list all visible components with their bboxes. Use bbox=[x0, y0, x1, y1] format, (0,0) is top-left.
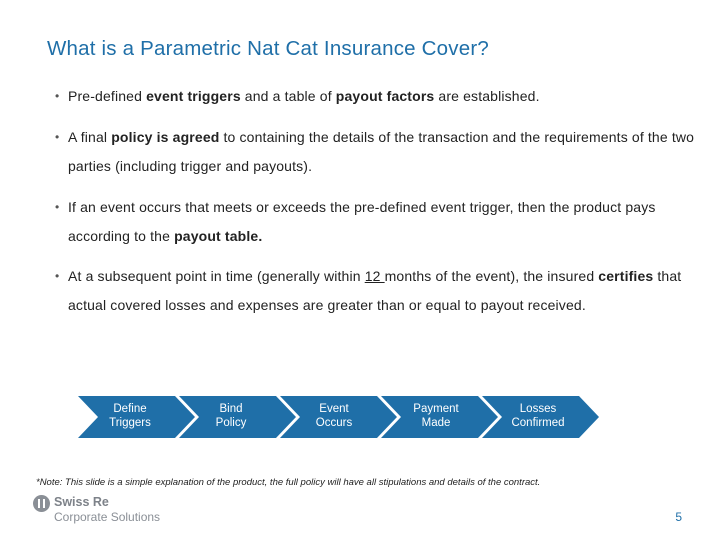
step-line: Triggers bbox=[109, 417, 151, 429]
step-line: Losses bbox=[519, 403, 557, 415]
process-step-define-triggers bbox=[85, 402, 175, 430]
logo-name: Swiss Re bbox=[54, 495, 109, 509]
step-line: Define bbox=[113, 403, 147, 415]
step-line: Event bbox=[319, 403, 349, 415]
step-line: Payment bbox=[413, 403, 459, 415]
step-line: Occurs bbox=[315, 417, 353, 429]
bullet-bold: policy is agreed bbox=[111, 129, 220, 145]
bullet-dot-icon: • bbox=[55, 200, 60, 214]
bullet-text: A final bbox=[68, 129, 112, 145]
slide-title: What is a Parametric Nat Cat Insurance Cover? bbox=[47, 37, 489, 60]
logo-subtitle: Corporate Solutions bbox=[54, 510, 161, 524]
page-number: 5 bbox=[675, 510, 682, 524]
bullet-bold: payout table. bbox=[174, 228, 263, 244]
process-step-bind-policy bbox=[186, 402, 276, 430]
step-line: Confirmed bbox=[511, 417, 565, 429]
bullet-bold: payout factors bbox=[335, 88, 435, 104]
bullet-underlined: 12 bbox=[364, 268, 385, 284]
bullet-text: and a table of bbox=[240, 88, 336, 104]
bullet-text: to containing the details of the transaction and the requirements of the two parties (including trigger and payouts). bbox=[68, 129, 695, 174]
bullet-text: that actual covered losses and expenses are greater than or equal to payout received. bbox=[68, 268, 682, 313]
bullet-bold: certifies bbox=[598, 268, 654, 284]
bullet-dot-icon: • bbox=[55, 269, 60, 283]
bullet-bold: event triggers bbox=[146, 88, 241, 104]
footnote: *Note: This slide is a simple explanation of the product, the full policy will have all stipulations and details of the contract. bbox=[36, 477, 541, 488]
process-step-event-occurs bbox=[289, 402, 379, 430]
step-line: Policy bbox=[215, 417, 247, 429]
process-step-payment-made bbox=[391, 402, 481, 430]
bullet-text: months of the event), the insured bbox=[384, 268, 599, 284]
step-line: Bind bbox=[219, 403, 243, 415]
bullet-dot-icon: • bbox=[55, 89, 60, 103]
bullet-dot-icon: • bbox=[55, 130, 60, 144]
process-step-losses-confirmed bbox=[493, 402, 583, 430]
bullet-text: If an event occurs that meets or exceeds the pre-defined event trigger, then the product pays according to the bbox=[68, 199, 656, 244]
swiss-re-logo-icon bbox=[33, 495, 50, 512]
bullet-text: are established. bbox=[434, 88, 540, 104]
step-line: Made bbox=[421, 417, 451, 429]
bullet-text: At a subsequent point in time (generally within bbox=[68, 268, 365, 284]
bullet-text: Pre-defined bbox=[68, 88, 147, 104]
